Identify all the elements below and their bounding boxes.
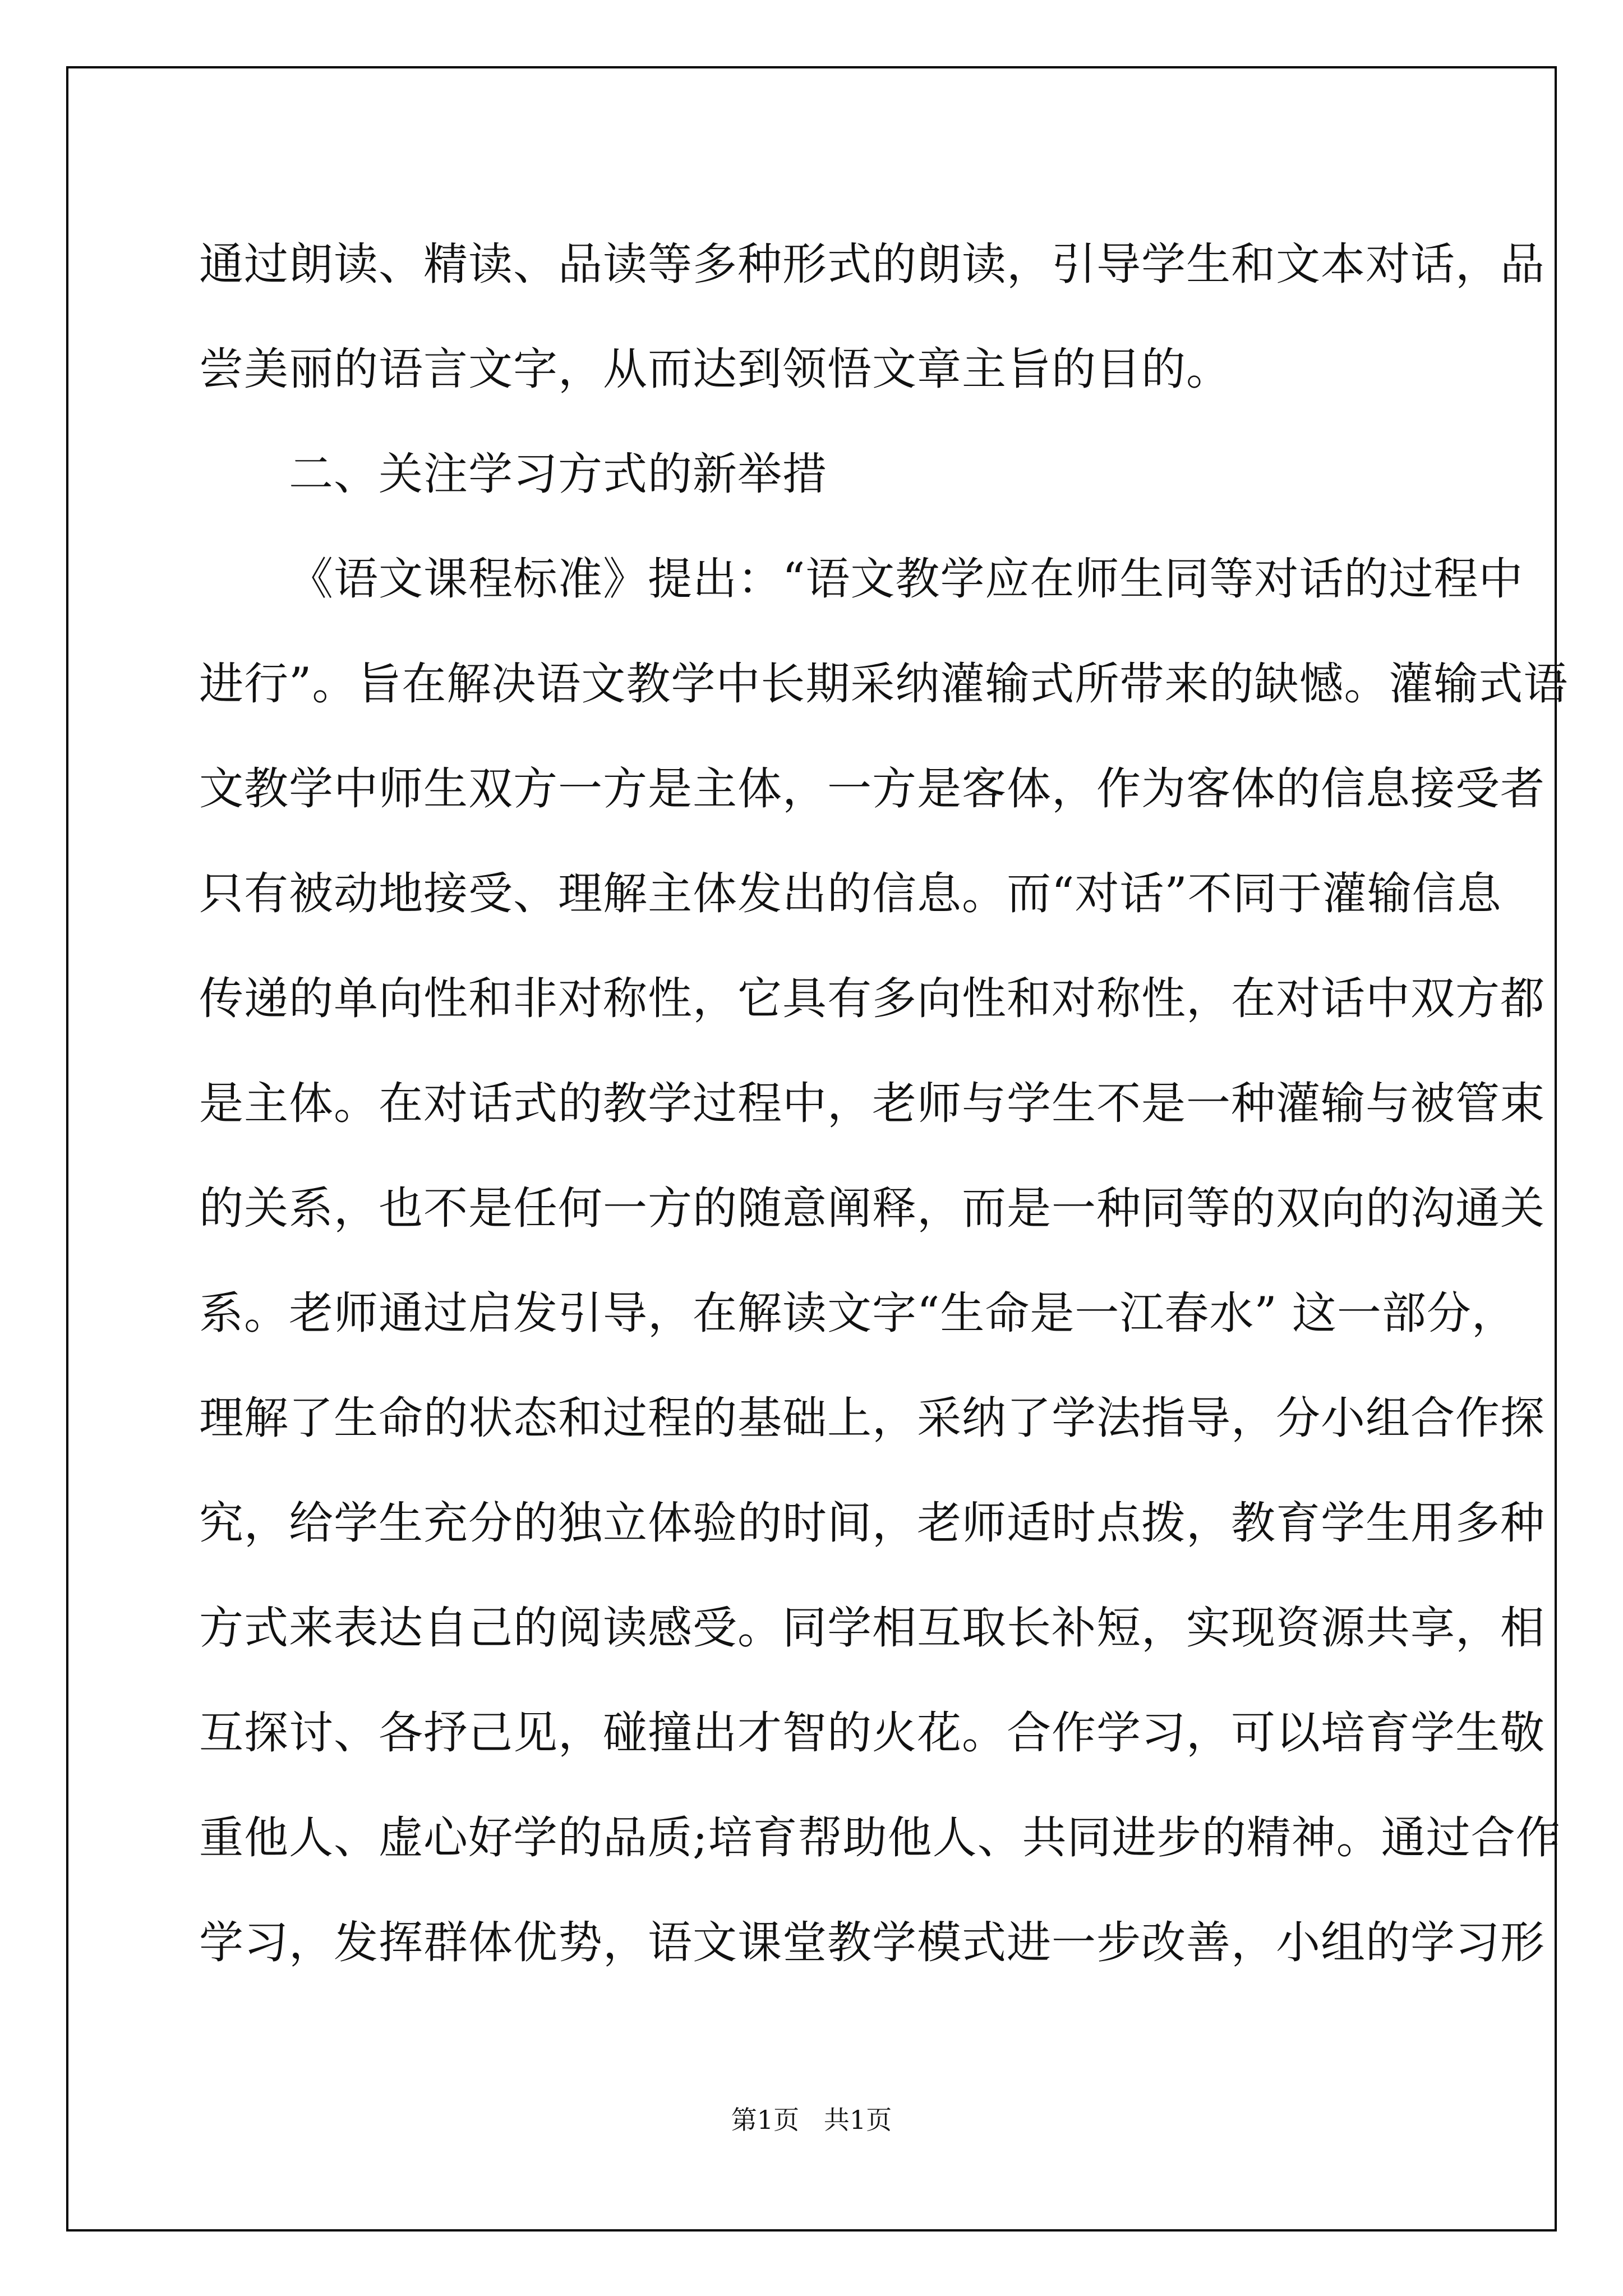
text-line: 学习，发挥群体优势，语文课堂教学模式进一步改善，小组的学习形 <box>199 1917 1545 1968</box>
page-footer: 第1页 共1页 <box>731 2105 892 2135</box>
text-line: 只有被动地接受、理解主体发出的信息。而“对话”不同于灌输信息 <box>199 868 1502 919</box>
text-line: 系。老师通过启发引导，在解读文字“生命是一江春水” 这一部分， <box>199 1287 1516 1339</box>
text-line: 传递的单向性和非对称性，它具有多向性和对称性，在对话中双方都 <box>199 973 1545 1024</box>
text-line: 通过朗读、精读、品读等多种形式的朗读，引导学生和文本对话，品 <box>199 238 1545 290</box>
text-line: 二、关注学习方式的新举措 <box>289 448 827 500</box>
text-line: 究，给学生充分的独立体验的时间，老师适时点拨，教育学生用多种 <box>199 1497 1545 1549</box>
text-line: 的关系，也不是任何一方的随意阐释，而是一种同等的双向的沟通关 <box>199 1182 1545 1234</box>
text-line: 理解了生命的状态和过程的基础上，采纳了学法指导，分小组合作探 <box>199 1392 1545 1444</box>
document-body <box>199 212 1569 1995</box>
text-line: 文教学中师生双方一方是主体，一方是客体，作为客体的信息接受者 <box>199 763 1545 815</box>
text-line: 《语文课程标准》提出：“语文教学应在师生同等对话的过程中 <box>289 553 1524 605</box>
text-line: 互探讨、各抒己见，碰撞出才智的火花。合作学习，可以培育学生敬 <box>199 1707 1545 1759</box>
text-line: 方式来表达自己的阅读感受。同学相互取长补短，实现资源共享，相 <box>199 1602 1545 1654</box>
text-line: 是主体。在对话式的教学过程中，老师与学生不是一种灌输与被管束 <box>199 1078 1545 1129</box>
text-line: 进行”。旨在解决语文教学中长期采纳灌输式所带来的缺憾。灌输式语 <box>199 658 1569 710</box>
text-line: 尝美丽的语言文字，从而达到领悟文章主旨的目的。 <box>199 343 1231 395</box>
text-line: 重他人、虚心好学的品质;培育帮助他人、共同进步的精神。通过合作 <box>199 1812 1561 1864</box>
